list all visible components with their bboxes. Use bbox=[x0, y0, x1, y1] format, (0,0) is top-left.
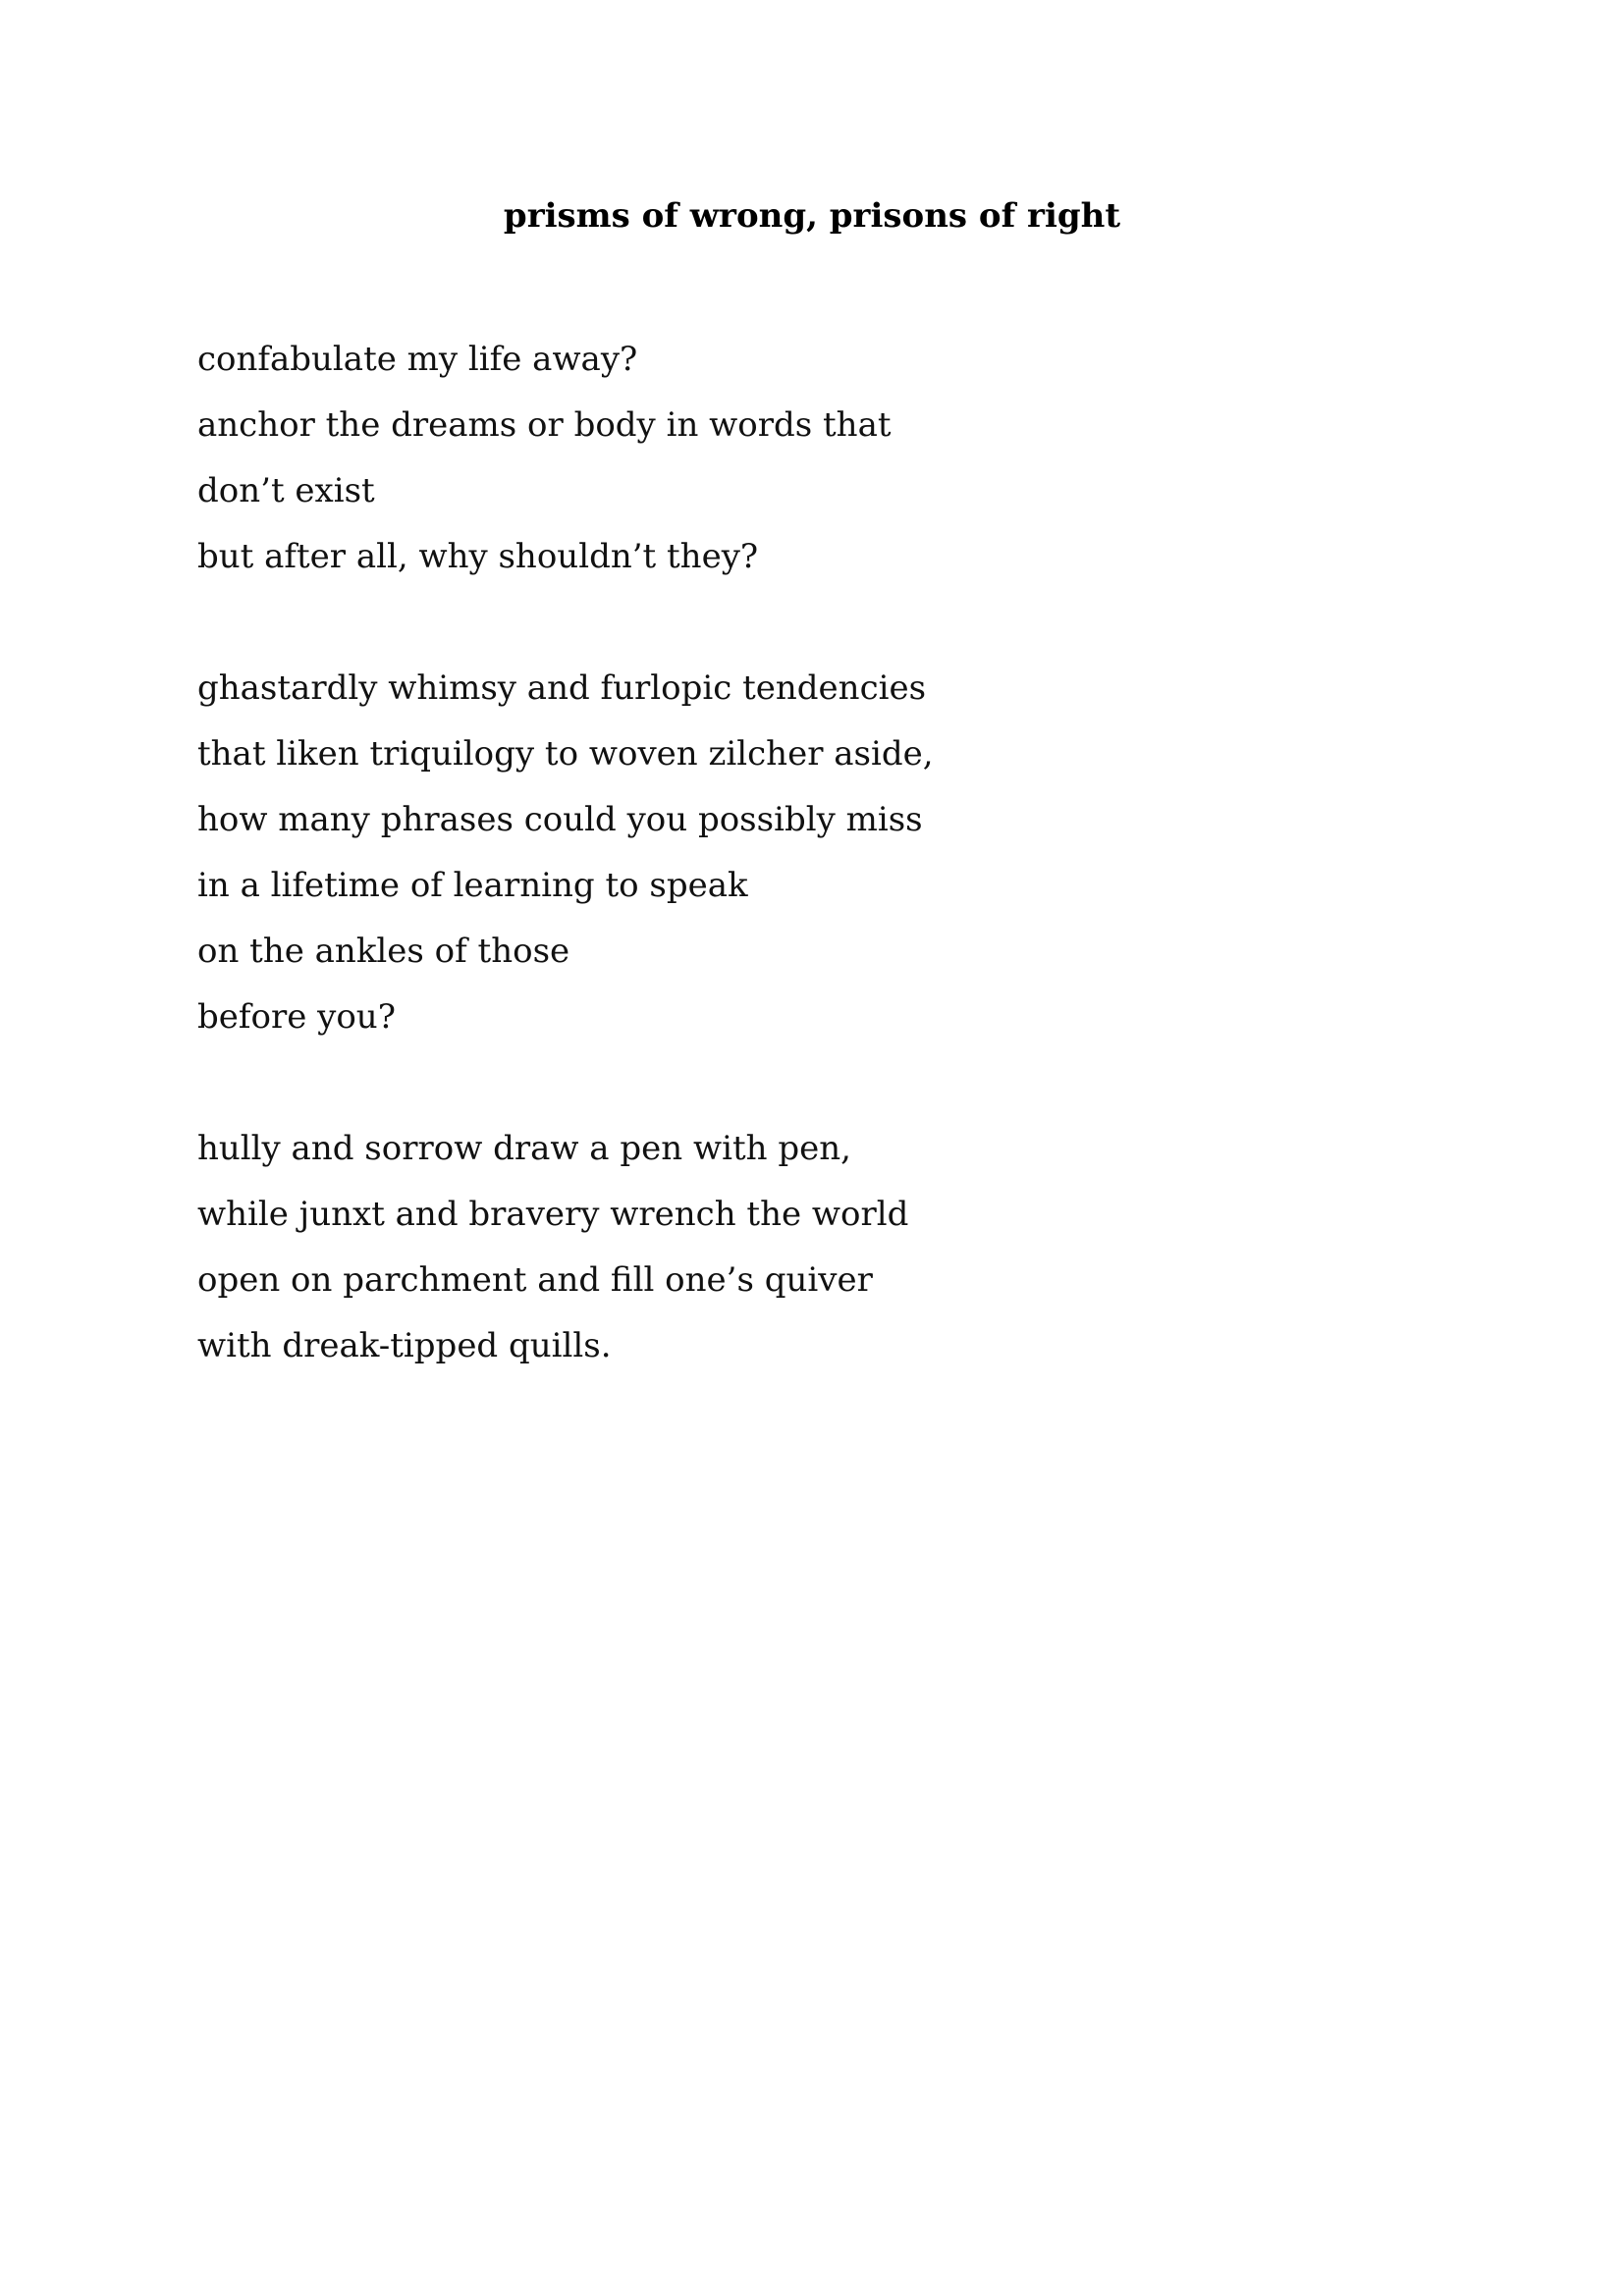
stanza-3 bbox=[197, 1116, 1425, 1379]
poem-line: open on parchment and fill one’s quiver bbox=[197, 1260, 873, 1300]
poem-line: while junxt and bravery wrench the world bbox=[197, 1195, 909, 1234]
poem-line: before you? bbox=[197, 997, 396, 1037]
stanza-2 bbox=[197, 656, 1425, 1050]
poem-line: confabulate my life away? bbox=[197, 340, 638, 379]
poem-line: don’t exist bbox=[197, 471, 375, 510]
poem-line: that liken triquilogy to woven zilcher aside, bbox=[197, 734, 934, 774]
poem-line: hully and sorrow draw a pen with pen, bbox=[197, 1129, 851, 1168]
poem-body bbox=[197, 327, 1425, 1445]
stanza-1 bbox=[197, 327, 1425, 590]
poem-line: with dreak-tipped quills. bbox=[197, 1326, 612, 1365]
poem-line: how many phrases could you possibly miss bbox=[197, 800, 923, 839]
poem-line: in a lifetime of learning to speak bbox=[197, 866, 748, 905]
poem-line: anchor the dreams or body in words that bbox=[197, 405, 892, 445]
poem-line: but after all, why shouldn’t they? bbox=[197, 537, 759, 576]
poem-line: ghastardly whimsy and furlopic tendencies bbox=[197, 668, 927, 708]
poem-line: on the ankles of those bbox=[197, 932, 570, 971]
poem-title: prisms of wrong, prisons of right bbox=[503, 196, 1121, 236]
